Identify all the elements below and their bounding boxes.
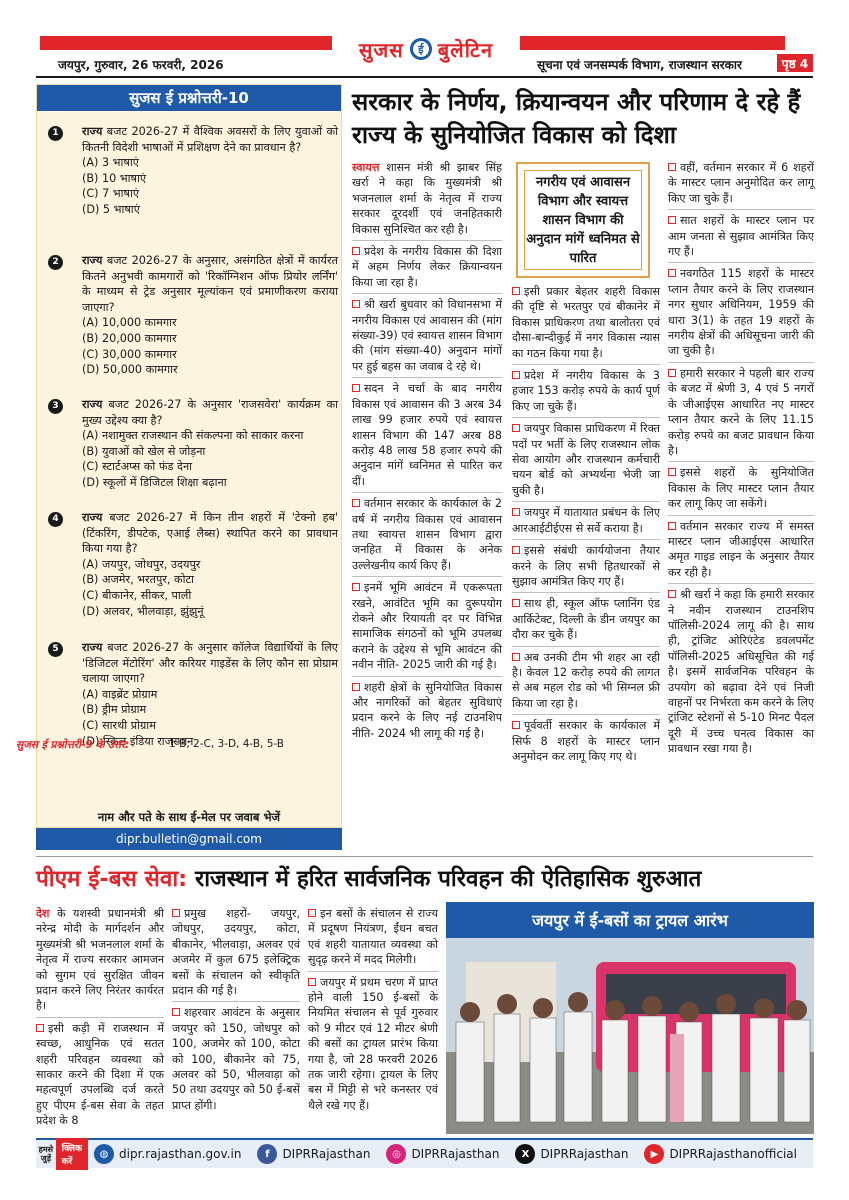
paragraph-text: वर्तमान सरकार के कार्यकाल के 2 वर्ष में नगरीय विकास एवं आवासन तथा स्वायत्त शासन विभाग द्वारा जनहित में विकास के अनेक उल्लेखनीय कार्य किए हैं। [352,497,502,572]
paragraph-text: सदन ने चर्चा के बाद नगरीय विकास एवं आवासन की 3 अरब 34 लाख 99 हजार रुपये एवं स्वायत्त शासन विभाग की 147 अरब 88 करोड़ 48 लाख 58 हजार रुपये की अनुदान मांगें ध्वनिमत से पारित कर दीं। [352,382,502,488]
article-paragraph [512,368,660,414]
question-option: (A) 10,000 कामगार [82,316,177,330]
article1-column-2 [512,284,660,767]
square-bullet-icon [668,163,676,171]
question-option: (D) स्किल इंडिया राजस्थान [82,734,194,748]
article2-column-2 [172,906,300,1116]
square-bullet-icon [668,468,676,476]
article1-callout [516,162,650,278]
question-text [82,253,338,315]
paragraph-text: पूर्ववर्ती सरकार के कार्यकाल में सिर्फ 8 शहरों के मास्टर प्लान अनुमोदन कर लागू किए गए थे। [512,719,660,763]
paragraph-separator [512,501,660,502]
question-option: (C) बीकानेर, सीकर, पाली [82,588,192,602]
issue-date: जयपुर, गुरुवार, 26 फरवरी, 2026 [58,58,224,72]
page-number: पृष्ठ 4 [777,54,813,72]
paragraph-text: श्री खर्रा बुधवार को विधानसभा में नगरीय विकास एवं आवासन की (मांग संख्या-39) एवं स्वायत्त शासन विभाग की (मांग संख्या-40) अनुदान मांगों पर हुई बहस का जवाब दे रहे थे। [352,298,502,373]
question-option: (B) युवाओं को खेल से जोड़ना [82,444,206,458]
question-option: (D) अलवर, भीलवाड़ा, झुंझुनूं [82,604,204,618]
question-text [82,510,338,557]
masthead-left: सुजस [358,37,404,62]
article-paragraph [512,543,660,589]
article-paragraph [512,284,660,361]
header-divider [36,76,813,78]
square-bullet-icon [512,546,520,554]
x-icon: X [515,1144,535,1164]
paragraph-separator [668,262,814,263]
square-bullet-icon [512,653,520,661]
paragraph-text: इनमें भूमि आवंटन में एकरूपता रखने, आवंटित भूमि का दुरूपयोग रोकने और रियायती दर पर विभिन्न सामाजिक संगठनों को भूमि उपलब्ध कराने के उद्देश्य से भूमि आवंटन की नवीन नीति- 2025 जारी की गई है। [352,581,502,672]
square-bullet-icon [172,909,180,917]
question-lead: राज्य [82,641,103,654]
paragraph-text: शहरवार आवंटन के अनुसार जयपुर को 150, जोधपुर को 100, अजमेर को 100, कोटा को 100, बीकानेर को 75, अलवर को 50, भीलवाड़ा को 50 तथा उदयपुर को 50 ई-बसें प्राप्त होंगी। [172,1006,300,1112]
photo-title: जयपुर में ई-बसों का ट्रायल आरंभ [446,902,814,938]
paragraph-text: वर्तमान सरकार राज्य में समस्त मास्टर प्लान जीआईएस आधारित अमृत गाइड लाइन के अनुसार तैयार कर रही है। [668,519,814,579]
paragraph-separator [512,539,660,540]
square-bullet-icon [668,590,676,598]
article2-headline-rest: राजस्थान में हरित सार्वजनिक परिवहन की ऐतिहासिक शुरुआत [187,866,702,892]
article-paragraph [512,505,660,536]
quiz-question [48,124,338,218]
question-option: (C) स्टार्टअप्स को फंड देना [82,460,193,474]
footer-instagram-link[interactable] [386,1144,499,1164]
paragraph-separator [512,417,660,418]
paragraph-text: प्रमुख शहरों- जयपुर, जोधपुर, उदयपुर, कोटा, बीकानेर, भीलवाड़ा, अलवर एवं अजमेर में कुल 675 इलेक्ट्रिक बसों के संचालन को स्वीकृति प्रदान की गई है। [172,907,300,998]
square-bullet-icon [172,1008,180,1016]
paragraph-lead: देश [36,907,50,920]
question-option: (C) सारथी प्रोग्राम [82,718,156,732]
article2-headline-red: पीएम ई-बस सेवा: [36,866,188,892]
square-bullet-icon [512,721,520,729]
square-bullet-icon [36,1024,44,1032]
question-lead: राज्य [82,254,103,267]
square-bullet-icon [512,287,520,295]
paragraph-separator [352,377,502,378]
instagram-text: DIPRRajasthan [411,1147,500,1161]
paragraph-lead: स्वायत्त [352,161,380,174]
x-text: DIPRRajasthan [540,1147,629,1161]
question-option: (A) जयपुर, जोधपुर, उदयपुर [82,557,201,571]
paragraph-separator [352,492,502,493]
department-name: सूचना एवं जनसम्पर्क विभाग, राजस्थान सरकार [537,58,742,72]
question-option: (A) वाइब्रेंट प्रोग्राम [82,687,158,701]
square-bullet-icon [512,424,520,432]
paragraph-separator [512,364,660,365]
paragraph-text: श्री खर्रा ने कहा कि हमारी सरकार ने नवीन राजस्थान टाउनशिप पॉलिसी-2024 लागू की है। साथ ही, ट्रांजिट ओरिएंटेड डवलपमेंट पॉलिसी-2025 अधिसूचित की गई है। इसमें सार्वजनिक परिवहन के उपयोग को बढ़ावा देने एवं निजी वाहनों पर निर्भरता कम करने के लिए ट्रांजिट स्टेशनों से 5-10 मिनट पैदल दूरी में उच्च घनत्व विकास का प्रावधान रखा गया है। [668,588,814,756]
youtube-text: DIPRRajasthanofficial [669,1147,797,1161]
paragraph-separator [512,714,660,715]
masthead-right: बुलेटिन [437,37,494,62]
paragraph-text: इन बसों के संचालन से राज्य में प्रदूषण नियंत्रण, ईंधन बचत एवं शहरी यातायात व्यवस्था को सुदृढ़ करने में मदद मिलेगी। [308,907,438,967]
quiz-answers [16,738,302,752]
article-paragraph [668,587,814,756]
paragraph-text: हमारी सरकार ने पहली बार राज्य के बजट में श्रेणी 3, 4 एवं 5 नगरों के जीआईएस आधारित नए मास्टर प्लान तैयार करने के लिए 11.15 करोड़ रुपये का बजट प्रावधान किया है। [668,366,814,457]
question-body: बजट 2026-27 के अनुसार, असंगठित क्षेत्रों में कार्यरत कितने अनुभवी कामगारों को 'रिकॉग्निशन ऑफ प्रियोर लर्निंग' के माध्यम से ट्रेड अनुसार मूल्यांकन एवं प्रमाणीकरण कराया जाएगा? [82,254,338,314]
paragraph-text: इसी कड़ी में राजस्थान में स्वच्छ, आधुनिक एवं सतत शहरी परिवहन व्यवस्था को साकार करने की दिशा में एक महत्वपूर्ण उपलब्धि दर्ज करते हुए पीएम ई-बस सेवा के तहत प्रदेश के 8 [36,1021,164,1128]
paragraph-text: वहीं, वर्तमान सरकार में 6 शहरों के मास्टर प्लान अनुमोदित कर लागू किए जा चुके हैं। [668,161,814,205]
article2-column-3 [308,906,438,1116]
square-bullet-icon [668,369,676,377]
paragraph-separator [352,293,502,294]
article2-headline [36,862,816,893]
article-paragraph [512,650,660,712]
square-bullet-icon [512,371,520,379]
square-bullet-icon [668,522,676,530]
footer-website-link[interactable] [94,1144,241,1164]
question-number: 5 [48,642,63,657]
facebook-icon: f [257,1144,277,1164]
question-option: (D) 50,000 कामगार [82,363,178,377]
article-paragraph [308,975,438,1114]
square-bullet-icon [352,384,360,392]
quiz-question [48,510,338,619]
article-paragraph [512,596,660,642]
square-bullet-icon [512,599,520,607]
question-number: 2 [48,255,63,270]
paragraph-text: जयपुर में प्रथम चरण में प्राप्त होने वाली 150 ई-बसों के नियमित संचालन से पूर्व गुरुवार को 9 मीटर एवं 12 मीटर श्रेणी की बसों का ट्रायल प्रारंभ किया गया है, जो 28 फरवरी 2026 तक जारी रहेगा। ट्रायल के लिए बस में मिट्टी से भरे कनस्तर एवं थैले रखे गए हैं। [308,975,438,1112]
question-option: (A) नशामुक्त राजस्थान की संकल्पना को साकार करना [82,429,304,443]
question-number: 1 [48,126,63,141]
article-paragraph [36,1021,164,1129]
question-lead: राज्य [82,511,103,524]
article-paragraph [352,496,502,573]
question-option: (B) ड्रीम प्रोग्राम [82,703,147,717]
article-paragraph [668,366,814,458]
question-option: (B) अजमेर, भरतपुर, कोटा [82,573,195,587]
section-divider [36,856,813,857]
article-paragraph [352,680,502,742]
paragraph-text: साथ ही, स्कूल ऑफ प्लानिंग एंड आर्किटेक्ट, दिल्ली के डीन जयपुर का दौरा कर चुके हैं। [512,597,660,642]
square-bullet-icon [352,583,360,591]
ebus-photo [446,902,814,1134]
article-paragraph [668,266,814,358]
paragraph-text: जयपुर विकास प्राधिकरण में रिक्त पदों पर भर्ती के लिए राजस्थान लोक सेवा आयोग और राजस्थान कर्मचारी चयन बोर्ड को अभ्यर्थना भेजी जा चुकी है। [512,422,660,497]
square-bullet-icon [668,216,676,224]
instagram-icon: ◎ [386,1144,406,1164]
footer-facebook-link[interactable] [257,1144,370,1164]
quiz-question [48,640,338,749]
paragraph-text: इससे संबंधी कार्ययोजना तैयार करने के लिए सभी हितधारकों से सुझाव आमंत्रित किए गए हैं। [512,544,660,588]
paragraph-separator [36,1017,164,1018]
question-text [82,397,338,428]
question-body: बजट 2026-27 के अनुसार 'राजसवेरा' कार्यक्रम का मुख्य उद्देश्य क्या है? [82,398,338,427]
header-red-bar-left [40,36,332,50]
article-paragraph [512,421,660,498]
paragraph-text: प्रदेश में नगरीय विकास के 3 हजार 153 करोड़ रुपये के कार्य पूर्ण किए जा चुके हैं। [512,369,660,413]
callout-text: नगरीय एवं आवासन विभाग और स्वायत्त शासन विभाग की अनुदान मांगें ध्वनिमत से पारित [526,174,640,266]
footer-social-bar [36,1138,813,1168]
article1-column-3 [668,160,814,760]
paragraph-text: सात शहरों के मास्टर प्लान पर आम जनता से सुझाव आमंत्रित किए गए हैं। [668,214,814,259]
paragraph-separator [668,461,814,462]
masthead [332,32,520,66]
paragraph-text: नवगठित 115 शहरों के मास्टर प्लान तैयार करने के लिए राजस्थान नगर सुधार अधिनियम, 1959 की धारा 3(1) के तहत 19 शहरों के नगरीय क्षेत्रों की अधिसूचना जारी की जा चुकी है। [668,267,814,358]
question-body: बजट 2026-27 में किन तीन शहरों में 'टेक्नो हब' (टिंकरिंग, डीपटेक, एआई लैब्स) स्थापित करने का प्रावधान किया गया है? [82,511,338,556]
paragraph-separator [352,240,502,241]
question-option: (D) 5 भाषाएं [82,202,140,216]
question-option: (C) 30,000 कामगार [82,347,177,361]
article-paragraph [172,1005,300,1113]
paragraph-text: इससे शहरों के सुनियोजित विकास के लिए मास्टर प्लान तैयार कर लागू किए जा सकेंगे। [668,466,814,511]
paragraph-separator [668,209,814,210]
question-lead: राज्य [82,125,103,138]
article-paragraph [36,906,164,1014]
question-number: 3 [48,399,63,414]
paragraph-text: जयपुर में यातायात प्रबंधन के लिए आरआईटीईएस से सर्वे कराया है। [512,506,660,535]
article-paragraph [352,580,502,672]
masthead-logo-icon: ई [410,38,432,60]
paragraph-separator [668,515,814,516]
paragraph-text: अब उनकी टीम भी शहर आ रही है। केवल 12 करोड़ रुपये की लागत से अब महल रोड को भी सिग्नल फ्री किया जा रहा है। [512,650,660,710]
question-text [82,124,338,155]
square-bullet-icon [352,300,360,308]
youtube-icon: ▶ [644,1144,664,1164]
email-instruction: नाम और पते के साथ ई-मेल पर जवाब भेजें [97,810,281,824]
question-body: बजट 2026-27 में वैश्विक अवसरों के लिए युवाओं को कितनी विदेशी भाषाओं में प्रशिक्षण देने का प्रावधान है? [82,125,338,154]
square-bullet-icon [308,978,316,986]
square-bullet-icon [352,247,360,255]
question-text [82,640,338,687]
answers-value: 1-B, 2-C, 3-D, 4-B, 5-B [169,738,284,750]
question-number: 4 [48,512,63,527]
paragraph-separator [308,971,438,972]
paragraph-separator [352,576,502,577]
article-paragraph [668,160,814,206]
header-red-bar-right [520,36,785,50]
square-bullet-icon [352,683,360,691]
article-paragraph [668,519,814,581]
paragraph-text: इसी प्रकार बेहतर शहरी विकास की दृष्टि से भरतपुर एवं बीकानेर में विकास प्राधिकरण तथा बालोतरा एवं दौसा-बान्दीकुई में नगर विकास न्यास का गठन किया गया है। [512,285,660,360]
email-link[interactable]: dipr.bulletin@gmail.com [36,828,342,850]
quiz-question [48,397,338,491]
paragraph-separator [668,362,814,363]
article-paragraph [668,465,814,511]
article-paragraph [352,160,502,237]
paragraph-separator [668,583,814,584]
paragraph-separator [512,592,660,593]
square-bullet-icon [512,508,520,516]
question-option: (D) स्कूलों में डिजिटल शिक्षा बढ़ाना [82,475,227,489]
square-bullet-icon [308,909,316,917]
paragraph-text: प्रदेश के नगरीय विकास की दिशा में अहम निर्णय लेकर क्रियान्वयन किया जा रहा है। [352,245,502,289]
article-paragraph [308,906,438,968]
paragraph-text: शहरी क्षेत्रों के सुनियोजित विकास और नागरिकों को बेहतर सुविधाएं प्रदान करने के लिए नई टाउनशिप नीति- 2024 भी लागू की गई है। [352,680,502,740]
article-paragraph [352,381,502,489]
article-paragraph [352,297,502,374]
article-paragraph [172,906,300,998]
question-option: (C) 7 भाषाएं [82,187,140,201]
answers-label: सुजस ई प्रश्नोत्तरी-9 के उत्तर: [16,739,130,751]
article1-headline: सरकार के निर्णय, क्रियान्वयन और परिणाम दे रहे हैं राज्य के सुनियोजित विकास को दिशा [352,88,801,149]
footer-youtube-link[interactable] [644,1144,797,1164]
paragraph-text: के यशस्वी प्रधानमंत्री श्री नरेन्द्र मोदी के मार्गदर्शन और मुख्यमंत्री श्री भजनलाल शर्मा के नेतृत्व में राज्य सरकार आमजन को सुगम एवं सुरक्षित जीवन प्रदान करने लिए निरंतर कार्यरत है। [36,907,164,1013]
article1-column-1 [352,160,502,744]
question-body: बजट 2026-27 के अनुसार कॉलेज विद्यार्थियों के लिए 'डिजिटल मेंटोरिंग' और करियर गाइडेंस के लिए कौन सा प्रोग्राम चलाया जाएगा? [82,641,338,686]
globe-icon: ◍ [94,1144,114,1164]
website-text: dipr.rajasthan.gov.in [119,1147,242,1161]
question-option: (A) 3 भाषाएं [82,156,139,170]
article-paragraph [668,213,814,259]
question-option: (B) 20,000 कामगार [82,331,177,345]
article-paragraph [512,718,660,764]
footer-x-link[interactable] [515,1144,628,1164]
footer-click-label[interactable]: क्लिक करें [56,1138,88,1170]
square-bullet-icon [668,269,676,277]
footer-join-label: हमसे जुड़ें [38,1145,54,1163]
paragraph-separator [172,1001,300,1002]
square-bullet-icon [352,499,360,507]
article2-column-1 [36,906,164,1132]
article-paragraph [352,244,502,290]
paragraph-separator [352,676,502,677]
question-option: (B) 10 भाषाएं [82,171,147,185]
quiz-title: सुजस ई प्रश्नोत्तरी-10 [37,85,341,111]
paragraph-text: शासन मंत्री श्री झाबर सिंह खर्रा ने कहा कि मुख्यमंत्री श्री भजनलाल शर्मा के नेतृत्व में राज्य सरकार दूरदर्शी एवं जनहितकारी विकास सुनिश्चित कर रही है। [352,161,502,236]
paragraph-separator [512,646,660,647]
question-lead: राज्य [82,398,103,411]
quiz-question [48,253,338,378]
facebook-text: DIPRRajasthan [282,1147,371,1161]
